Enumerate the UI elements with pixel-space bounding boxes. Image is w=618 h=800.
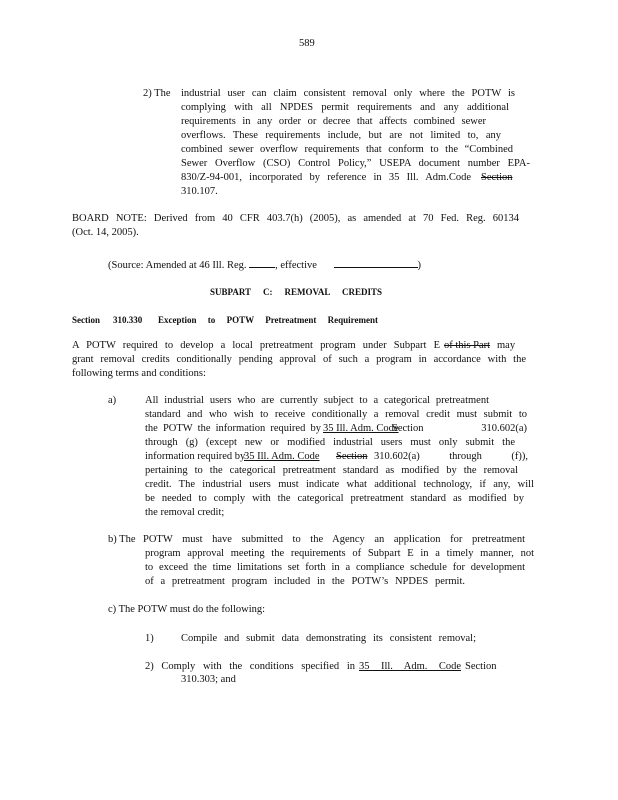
item-a-label: a)	[108, 395, 117, 406]
register-page-blank	[249, 257, 275, 268]
board-note-line: (Oct. 14, 2005).	[72, 227, 139, 238]
item-2-line: combined sewer overflow requirements that conform to the “Combined	[181, 144, 513, 155]
source-text: (Source: Amended at 46 Ill. Reg.	[108, 260, 247, 271]
item-2-line: requirements in any order or decree that affects combined sewer	[181, 116, 486, 127]
section-number: 310.330	[113, 315, 143, 325]
item-b-line: of a pretreatment program included in the POTW’s NPDES permit.	[145, 576, 465, 587]
item-a-inserted-text: 35 Ill. Adm. Code	[323, 423, 399, 434]
item-2-struck-text: Section	[481, 172, 513, 183]
item-c-2-text: Section	[465, 661, 497, 672]
item-2-line: complying with all NPDES permit requirements and any additional	[181, 102, 509, 113]
item-c-2-text: 310.303; and	[181, 674, 236, 685]
item-a-line: be needed to comply with the categorical pretreatment standard as modified by	[145, 493, 524, 504]
board-note-line: BOARD NOTE: Derived from 40 CFR 403.7(h) (2005), as amended at 70 Fed. Reg. 60134	[72, 213, 519, 224]
section-label: Section	[72, 315, 100, 325]
item-b-label: b) The	[108, 534, 136, 545]
item-2-label: 2) The	[143, 88, 171, 99]
item-2-line: industrial user can claim consistent removal only where the POTW is	[181, 88, 515, 99]
item-2-line: overflows. These requirements include, but are not limited to, any	[181, 130, 501, 141]
source-text: , effective	[275, 260, 317, 271]
item-c-text: c) The POTW must do the following:	[108, 604, 266, 615]
item-a-line: credit. The industrial users must indicate what additional technology, if any, will	[145, 479, 534, 490]
page-number: 589	[299, 38, 315, 49]
item-c-2-text: 2) Comply with the conditions specified in	[145, 661, 355, 672]
source-text: )	[417, 260, 422, 271]
item-c-2-inserted-text: 35 Ill. Adm. Code	[359, 661, 461, 672]
intro-line: A POTW required to develop a local pretreatment program under Subpart E	[72, 340, 440, 351]
item-a-struck-text: Section	[336, 451, 368, 462]
item-a-line: the removal credit;	[145, 507, 225, 518]
item-b-line: POTW must have submitted to the Agency an application for pretreatment	[143, 534, 525, 545]
item-a-line: All industrial users who are currently subject to a categorical pretreatment	[145, 395, 489, 406]
item-2-line: Sewer Overflow (CSO) Control Policy,” USEPA document number EPA-	[181, 158, 530, 169]
item-c-1-text: Compile and submit data demonstrating its consistent removal;	[181, 633, 476, 644]
item-a-line: information required by	[145, 451, 246, 462]
item-a-inserted-text: 35 Ill. Adm. Code	[244, 451, 320, 462]
item-a-line: pertaining to the categorical pretreatment standard as modified by the removal	[145, 465, 518, 476]
item-a-line: Section 310.602(a)	[392, 423, 527, 434]
intro-line: grant removal credits conditionally pending approval of such a program in accordance with the	[72, 354, 526, 365]
intro-struck-text: of this Part	[444, 340, 491, 351]
effective-date-blank	[334, 257, 418, 268]
intro-line: following terms and conditions:	[72, 368, 206, 379]
intro-line: may	[497, 340, 516, 351]
subpart-heading: SUBPART C: REMOVAL CREDITS	[210, 287, 382, 297]
item-a-line: standard and who wish to receive conditionally a removal credit must submit to	[145, 409, 527, 420]
item-2-line: 310.107.	[181, 186, 218, 197]
source-line	[108, 257, 421, 271]
item-a-line: through (g) (except new or modified industrial users must only submit the	[145, 437, 515, 448]
section-title: Exception to POTW Pretreatment Requirement	[158, 315, 378, 325]
item-c-1-label: 1)	[145, 633, 154, 644]
item-a-line: the POTW the information required by	[145, 423, 321, 434]
item-b-line: to exceed the time limitations set forth in a compliance schedule for development	[145, 562, 525, 573]
item-a-line: 310.602(a) through (f)),	[374, 451, 528, 462]
item-2-line: 830/Z-94-001, incorporated by reference in 35 Ill. Adm.Code	[181, 172, 471, 183]
item-b-line: program approval meeting the requirements of Subpart E in a timely manner, not	[145, 548, 534, 559]
